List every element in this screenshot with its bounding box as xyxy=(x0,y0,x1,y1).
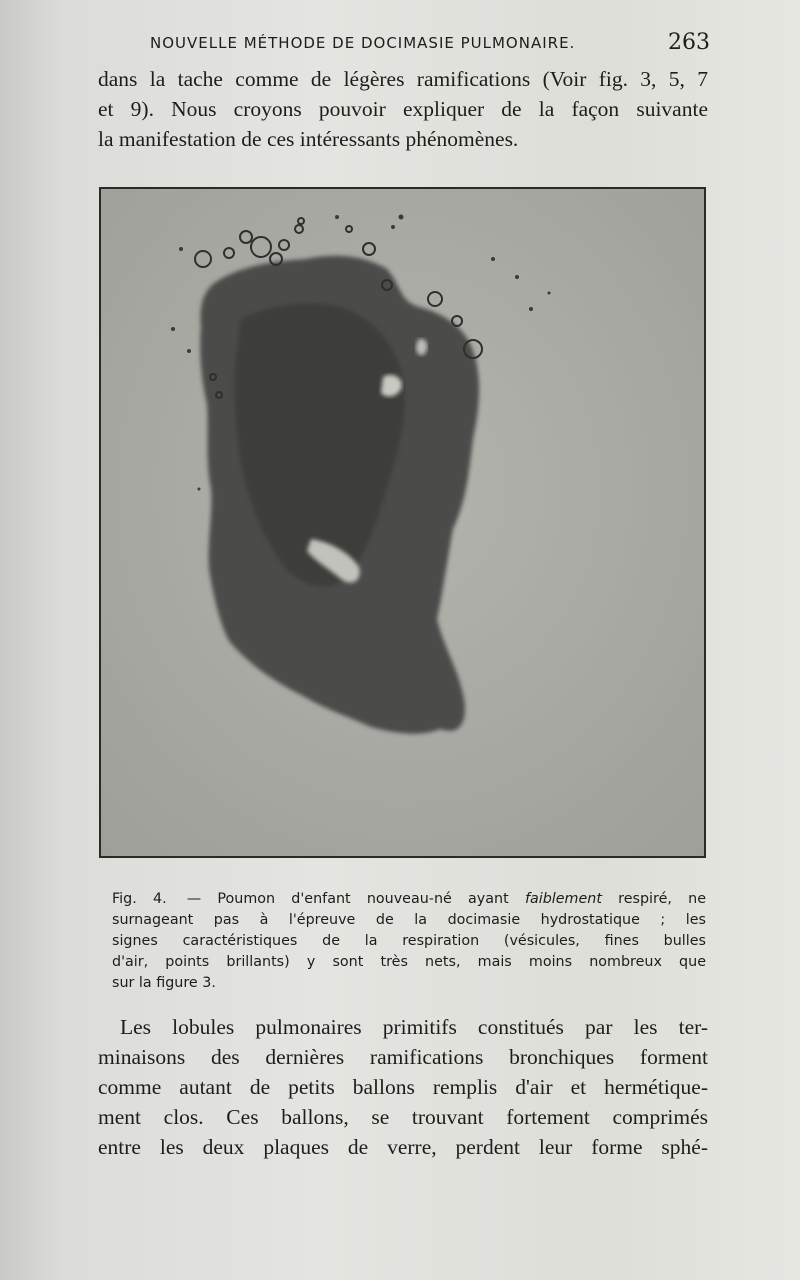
page-number: 263 xyxy=(668,30,710,55)
caption-emphasis: faiblement xyxy=(524,891,602,907)
paragraph-line: Les lobules pulmonaires primitifs constitués par les ter- xyxy=(120,1015,708,1039)
paragraph-line: comme autant de petits ballons remplis d'air et hermétique- xyxy=(98,1075,708,1099)
caption-text: respiré, ne xyxy=(618,891,707,907)
running-head xyxy=(150,30,710,58)
lung-photograph xyxy=(99,187,706,858)
paragraph-line: et 9). Nous croyons pouvoir expliquer de la façon suivante xyxy=(98,97,708,121)
running-title: NOUVELLE MÉTHODE DE DOCIMASIE PULMONAIRE. xyxy=(150,34,576,52)
lung-specimen-image xyxy=(101,189,704,856)
caption-line xyxy=(112,889,706,910)
figure-label: Fig. 4. xyxy=(112,891,167,907)
caption-line: signes caractéristiques de la respiration (vésicules, fines bulles xyxy=(112,933,706,949)
bottom-paragraph xyxy=(98,1012,708,1162)
caption-line: sur la figure 3. xyxy=(112,975,216,991)
top-paragraph xyxy=(98,64,708,154)
paragraph-line: la manifestation de ces intéressants phénomènes. xyxy=(98,127,519,151)
caption-line: surnageant pas à l'épreuve de la docimasie hydrostatique ; les xyxy=(112,912,706,928)
paragraph-line: minaisons des dernières ramifications bronchiques forment xyxy=(98,1045,708,1069)
caption-text: — Poumon d'enfant nouveau-né ayant xyxy=(186,891,509,907)
paragraph-line: ment clos. Ces ballons, se trouvant fortement comprimés xyxy=(98,1105,708,1129)
figure-caption xyxy=(112,889,706,994)
paragraph-line: entre les deux plaques de verre, perdent leur forme sphé- xyxy=(98,1135,708,1159)
caption-line: d'air, points brillants) y sont très nets, mais moins nombreux que xyxy=(112,954,706,970)
paragraph-line: dans la tache comme de légères ramifications (Voir fig. 3, 5, 7 xyxy=(98,67,708,91)
